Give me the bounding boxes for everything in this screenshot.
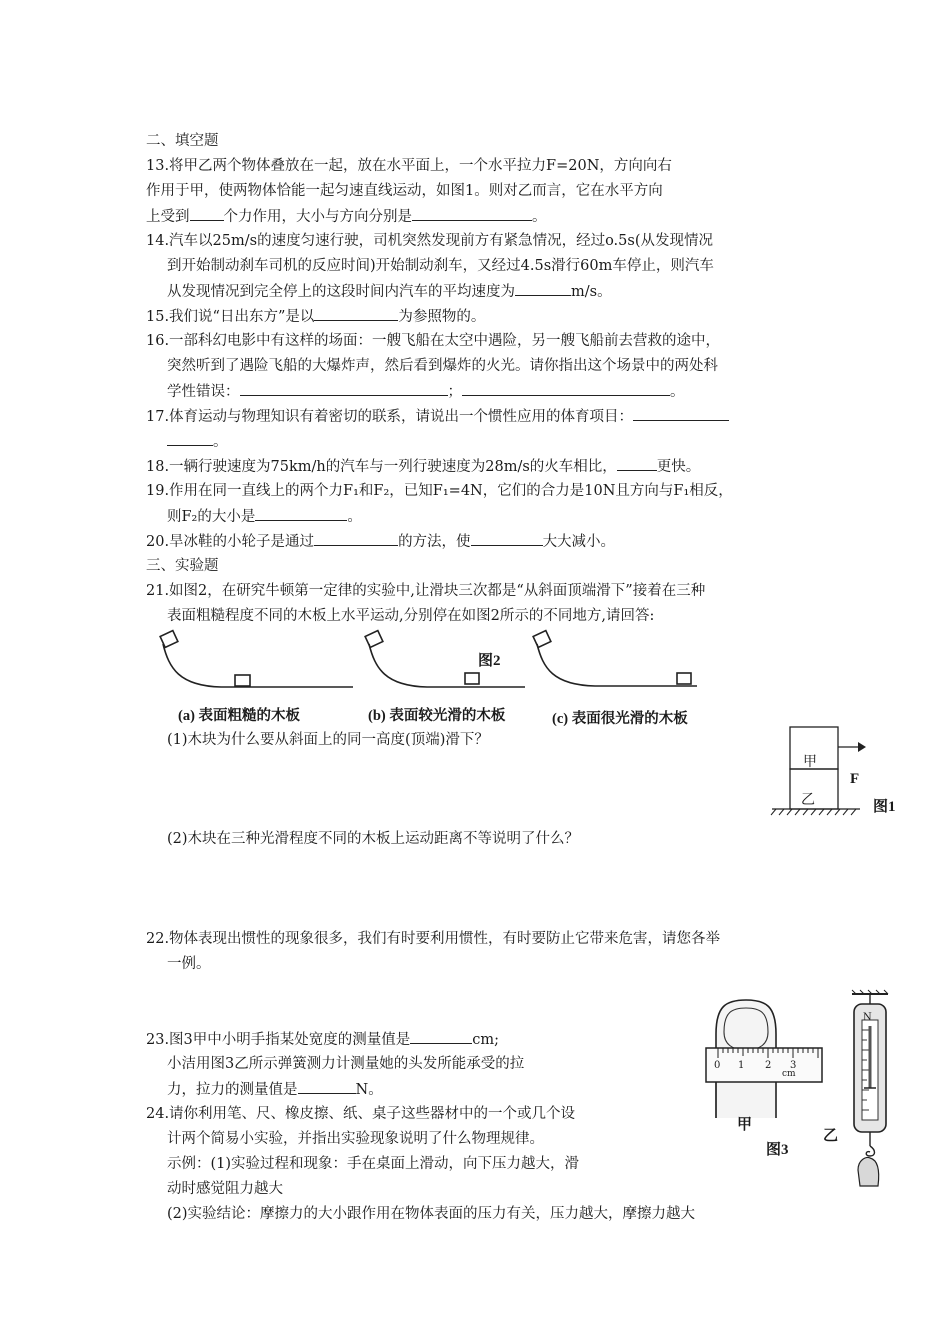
q16-line3 xyxy=(167,381,685,402)
figure-3-label-jia: 甲 xyxy=(737,1117,753,1133)
q19-blank-f2[interactable] xyxy=(255,506,347,521)
q15-text-b: 为参照物的。 xyxy=(398,309,486,325)
figure-1-label-yi: 乙 xyxy=(801,792,815,808)
scale-unit-label: N xyxy=(863,1012,872,1023)
ramp-smoother-start-block xyxy=(365,631,383,648)
figure-3-title: 图3 xyxy=(766,1142,789,1158)
q14-text-a: 从发现情况到完全停上的这段时间内汽车的平均速度为 xyxy=(167,284,515,300)
ruler-tick-3: 3 xyxy=(790,1060,797,1071)
figure-2-caption-b: (b) 表面较光滑的木板 xyxy=(368,708,506,724)
figure-1-title: 图1 xyxy=(873,799,896,815)
q23-line1 xyxy=(146,1029,499,1050)
q17-text-b: 。 xyxy=(213,434,228,450)
hand-pulling xyxy=(858,1158,879,1187)
ramp-rough-stop-block xyxy=(235,675,250,686)
q17-blank-sport-b[interactable] xyxy=(167,431,213,446)
q24-line4: 动时感觉阻力越大 xyxy=(167,1181,283,1197)
scale-hook xyxy=(866,1146,874,1156)
q21-sub1: (1)木块为什么要从斜面上的同一高度(顶端)滑下？ xyxy=(167,732,489,748)
ramp-smoother-stop-block xyxy=(465,673,479,684)
figure-3-label-yi: 乙 xyxy=(823,1128,839,1144)
q18-text-b: 更快。 xyxy=(656,459,701,475)
figure-2-title: 图2 xyxy=(478,653,501,669)
q15-blank-reference[interactable] xyxy=(314,306,398,321)
q16-line2: 突然听到了遇险飞船的大爆炸声，然后看到爆炸的火光。请你指出这个场景中的两处科 xyxy=(167,358,718,374)
q16-blank-error2[interactable] xyxy=(462,381,670,396)
q24-line5: (2)实验结论：摩擦力的大小跟作用在物体表面的压力有关，压力越大，摩擦力越大 xyxy=(167,1206,696,1222)
ramp-smooth-start-block xyxy=(533,631,551,648)
ramp-smooth-stop-block xyxy=(677,673,691,684)
q18-blank-faster[interactable] xyxy=(617,456,657,471)
q19-line2 xyxy=(167,506,362,527)
q14-line3 xyxy=(167,281,612,302)
q13-text-a: 上受到 xyxy=(146,209,190,225)
q20-text-c: 大大减小。 xyxy=(542,534,616,550)
ramp-smoother xyxy=(365,631,525,687)
q20-line xyxy=(146,531,615,552)
figure-2-caption-c: (c) 表面很光滑的木板 xyxy=(552,711,688,727)
q13-line3 xyxy=(146,206,547,227)
q13-text-b: 个力作用，大小与方向分别是 xyxy=(223,209,412,225)
q20-blank-quantity[interactable] xyxy=(471,531,543,546)
q13-text-c: 。 xyxy=(532,209,547,225)
ruler-tick-2: 2 xyxy=(765,1060,772,1071)
q22-line2: 一例。 xyxy=(167,956,211,972)
q19-text-b: 。 xyxy=(347,509,362,525)
q16-text-b: ； xyxy=(447,384,462,400)
q20-blank-method[interactable] xyxy=(314,531,398,546)
ramp-smooth xyxy=(533,631,697,686)
q23-text-b: cm; xyxy=(472,1032,500,1048)
q16-blank-error1[interactable] xyxy=(240,381,448,396)
q19-text-a: 则F₂的大小是 xyxy=(167,509,256,525)
q17-line2 xyxy=(167,431,228,452)
q13-blank-count[interactable] xyxy=(190,206,224,221)
q14-blank-speed[interactable] xyxy=(515,281,571,296)
q23-text-c: 力，拉力的测量值是 xyxy=(167,1082,298,1098)
figure-3-finger-ruler xyxy=(698,1000,830,1118)
section-heading-fill-blank: 二、填空题 xyxy=(146,133,219,149)
q14-line1: 14.汽车以25m/s的速度匀速行驶，司机突然发现前方有紧急情况，经过o.5s(从发现情况 xyxy=(146,233,713,249)
ruler-tick-1: 1 xyxy=(738,1060,745,1071)
q23-text-a: 23.图3甲中小明手指某处宽度的测量值是 xyxy=(146,1032,411,1048)
figure-2-caption-a: (a) 表面粗糙的木板 xyxy=(178,708,301,724)
ramp-smooth-surface xyxy=(537,644,697,686)
q16-text-c: 。 xyxy=(670,384,685,400)
q23-line2: 小洁用图3乙所示弹簧测力计测量她的头发所能承受的拉 xyxy=(167,1056,525,1072)
ruler-unit-label: cm xyxy=(782,1069,796,1079)
q14-text-b: m/s。 xyxy=(571,284,612,300)
figure-1-force-label: F xyxy=(850,771,860,787)
ramp-smoother-surface xyxy=(369,644,525,687)
q20-text-b: 的方法，使 xyxy=(398,534,471,550)
q23-text-d: N。 xyxy=(355,1082,383,1098)
q13-blank-magnitude-direction[interactable] xyxy=(412,206,532,221)
figure-2-ramps xyxy=(155,628,875,694)
q15-line xyxy=(146,306,485,327)
q23-line3 xyxy=(167,1079,383,1100)
ramp-rough xyxy=(160,631,353,687)
q17-line1 xyxy=(146,406,729,427)
q14-line2: 到开始制动刹车司机的反应时间)开始制动刹车，又经过4.5s滑行60m车停止，则汽车 xyxy=(167,258,714,274)
q19-line1: 19.作用在同一直线上的两个力F₁和F₂，已知F₁=4N，它们的合力是10N且方向与F₁相反， xyxy=(146,483,733,499)
q21-sub2: (2)木块在三种光滑程度不同的木板上运动距离不等说明了什么？ xyxy=(167,831,580,847)
ruler-tick-0: 0 xyxy=(714,1060,721,1071)
q16-line1: 16.一部科幻电影中有这样的场面：一艘飞船在太空中遇险，另一艘飞船前去营救的途中， xyxy=(146,333,721,349)
figure-1-label-jia: 甲 xyxy=(803,754,817,770)
q23-blank-force[interactable] xyxy=(298,1079,356,1094)
section-heading-experiment: 三、实验题 xyxy=(146,558,219,574)
q23-blank-width[interactable] xyxy=(410,1029,472,1044)
q17-blank-sport-a[interactable] xyxy=(633,406,729,421)
q24-line3: 示例：(1)实验过程和现象：手在桌面上滑动，向下压力越大，滑 xyxy=(167,1156,580,1172)
q13-line1: 13.将甲乙两个物体叠放在一起，放在水平面上，一个水平拉力F=20N，方向向右 xyxy=(146,158,672,174)
q22-line1: 22.物体表现出惯性的现象很多，我们有时要利用惯性，有时要防止它带来危害，请您各举 xyxy=(146,931,721,947)
q20-text-a: 20.旱冰鞋的小轮子是通过 xyxy=(146,534,315,550)
q15-text-a: 15.我们说“日出东方”是以 xyxy=(146,309,315,325)
force-arrow-head xyxy=(858,742,866,752)
ramp-rough-surface xyxy=(163,644,353,687)
q17-text-a: 17.体育运动与物理知识有着密切的联系，请说出一个惯性应用的体育项目： xyxy=(146,409,634,425)
q21-line1: 21.如图2，在研究牛顿第一定律的实验中,让滑块三次都是“从斜面顶端滑下”接着在三种 xyxy=(146,583,706,599)
ruler-body xyxy=(706,1048,822,1082)
q13-line2: 作用于甲，使两物体恰能一起匀速直线运动，如图1。则对乙而言，它在水平方向 xyxy=(146,183,663,199)
q18-line xyxy=(146,456,700,477)
q24-line1: 24.请你利用笔、尺、橡皮擦、纸、桌子这些器材中的一个或几个设 xyxy=(146,1106,576,1122)
q21-line2: 表面粗糙程度不同的木板上水平运动,分别停在如图2所示的不同地方,请回答: xyxy=(167,608,655,624)
q18-text-a: 18.一辆行驶速度为75km/h的汽车与一列行驶速度为28m/s的火车相比， xyxy=(146,459,617,475)
q24-line2: 计两个简易小实验，并指出实验现象说明了什么物理规律。 xyxy=(167,1131,544,1147)
q16-text-a: 学性错误： xyxy=(167,384,240,400)
